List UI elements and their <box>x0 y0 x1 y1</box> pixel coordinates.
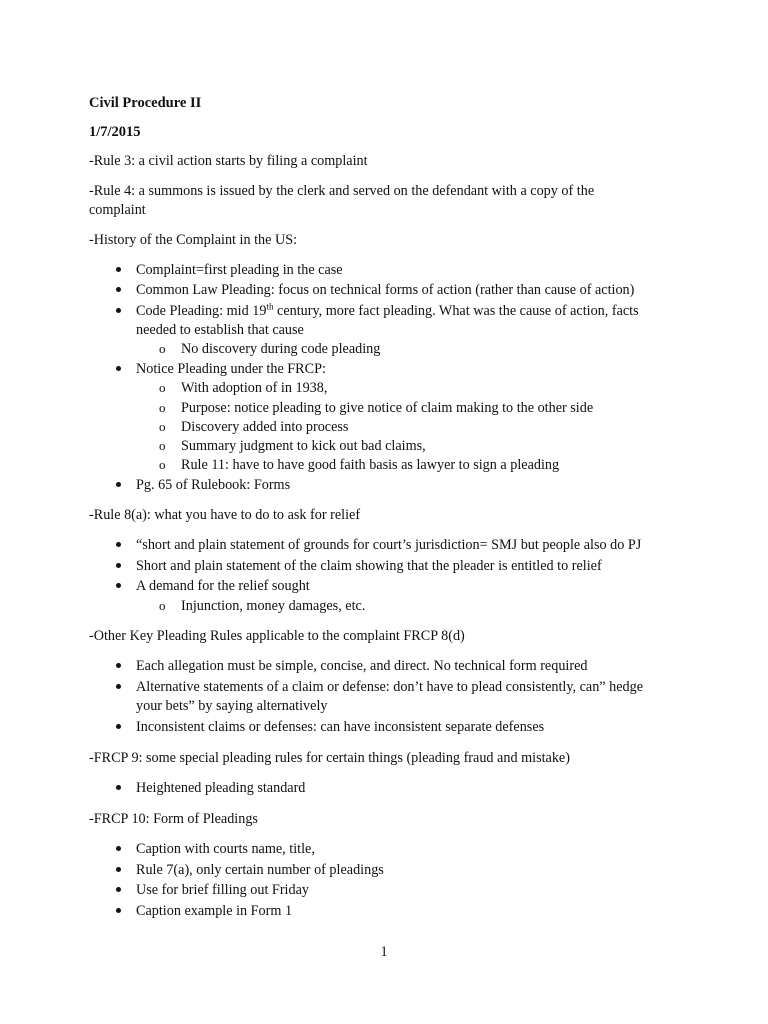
bullet-dot <box>116 908 121 913</box>
list-item: Each allegation must be simple, concise, and direct. No technical form required <box>136 658 588 674</box>
bullet-dot <box>116 287 121 292</box>
list-item: Heightened pleading standard <box>136 780 306 796</box>
code-pleading-text: Code Pleading: mid 19 <box>136 303 267 319</box>
list-item-cont: needed to establish that cause <box>136 322 304 338</box>
sub-bullet-marker: o <box>159 438 166 453</box>
list-item: Inconsistent claims or defenses: can have inconsistent separate defenses <box>136 719 545 735</box>
list-item: Alternative statements of a claim or defense: don’t have to plead consistently, can” hedge <box>136 679 644 695</box>
list-item: Pg. 65 of Rulebook: Forms <box>136 477 291 493</box>
sub-list-item: Summary judgment to kick out bad claims, <box>181 438 426 454</box>
list-item: Complaint=first pleading in the case <box>136 262 343 278</box>
bullet-dot <box>116 482 121 487</box>
list-item: A demand for the relief sought <box>136 578 310 594</box>
document-date: 1/7/2015 <box>89 124 141 140</box>
bullet-dot <box>116 267 121 272</box>
list-item: Use for brief filling out Friday <box>136 882 309 898</box>
list-item: “short and plain statement of grounds for court’s jurisdiction= SMJ but people also do PJ <box>136 537 642 553</box>
list-item: Notice Pleading under the FRCP: <box>136 361 326 377</box>
code-pleading-text-cont: century, more fact pleading. What was the cause of action, facts <box>273 303 639 319</box>
rule3-text: -Rule 3: a civil action starts by filing a complaint <box>89 153 368 169</box>
other-rules-heading: -Other Key Pleading Rules applicable to the complaint FRCP 8(d) <box>89 628 465 644</box>
bullet-dot <box>116 563 121 568</box>
list-item: Short and plain statement of the claim showing that the pleader is entitled to relief <box>136 558 602 574</box>
bullet-dot <box>116 366 121 371</box>
sub-bullet-marker: o <box>159 380 166 395</box>
document-title: Civil Procedure II <box>89 95 202 111</box>
sub-list-item: No discovery during code pleading <box>181 341 381 357</box>
superscript: th <box>266 301 274 312</box>
bullet-dot <box>116 542 121 547</box>
sub-list-item: Discovery added into process <box>181 419 349 435</box>
list-item: Caption with courts name, title, <box>136 841 315 857</box>
list-item: Caption example in Form 1 <box>136 903 293 919</box>
bullet-dot <box>116 663 121 668</box>
rule4-text-cont: complaint <box>89 202 146 218</box>
list-item <box>136 302 639 320</box>
sub-list-item: Purpose: notice pleading to give notice of claim making to the other side <box>181 400 594 416</box>
rule4-text: -Rule 4: a summons is issued by the clerk and served on the defendant with a copy of the <box>89 183 595 199</box>
history-heading: -History of the Complaint in the US: <box>89 232 298 248</box>
bullet-dot <box>116 785 121 790</box>
sub-bullet-marker: o <box>159 598 166 613</box>
rule8a-heading: -Rule 8(a): what you have to do to ask for relief <box>89 507 361 523</box>
list-item: Common Law Pleading: focus on technical forms of action (rather than cause of action) <box>136 282 635 298</box>
list-item-cont: your bets” by saying alternatively <box>136 698 328 714</box>
bullet-dot <box>116 887 121 892</box>
bullet-dot <box>116 846 121 851</box>
bullet-dot <box>116 684 121 689</box>
sub-bullet-marker: o <box>159 457 166 472</box>
frcp10-heading: -FRCP 10: Form of Pleadings <box>89 811 258 827</box>
sub-bullet-marker: o <box>159 419 166 434</box>
sub-list-item: With adoption of in 1938, <box>181 380 328 396</box>
list-item: Rule 7(a), only certain number of pleadings <box>136 862 384 878</box>
bullet-dot <box>116 724 121 729</box>
sub-bullet-marker: o <box>159 400 166 415</box>
bullet-dot <box>116 308 121 313</box>
frcp9-heading: -FRCP 9: some special pleading rules for certain things (pleading fraud and mistake) <box>89 750 570 766</box>
bullet-dot <box>116 583 121 588</box>
sub-list-item: Injunction, money damages, etc. <box>181 598 366 614</box>
sub-bullet-marker: o <box>159 341 166 356</box>
bullet-dot <box>116 867 121 872</box>
page-number: 1 <box>380 944 388 960</box>
sub-list-item: Rule 11: have to have good faith basis as lawyer to sign a pleading <box>181 457 560 473</box>
